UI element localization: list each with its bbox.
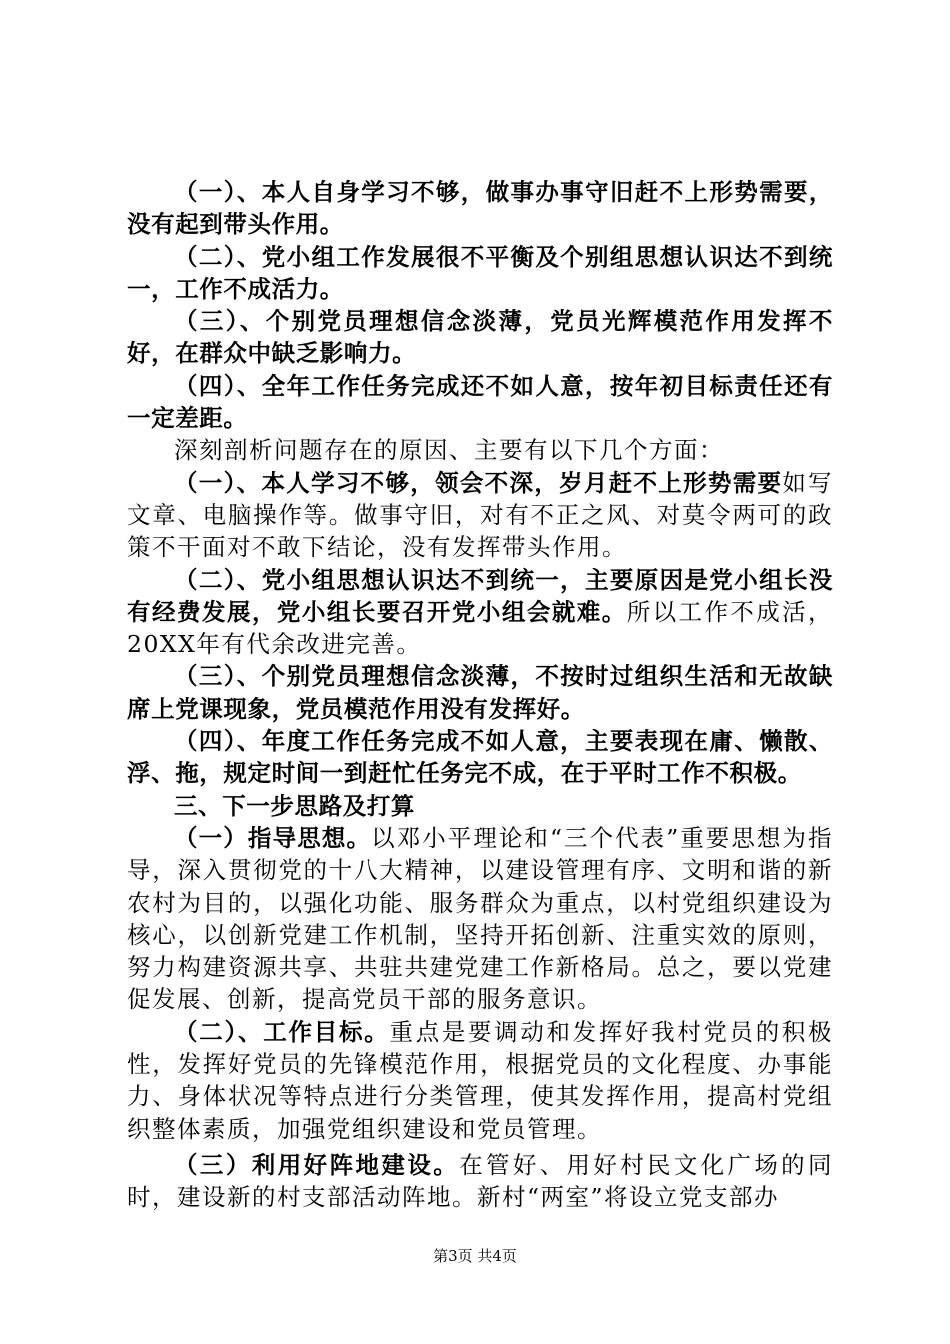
section-heading-next-steps: 三、下一步思路及打算	[174, 791, 415, 820]
paragraph-guiding-ideology	[127, 822, 833, 1016]
paragraph-cause-1-lead: （一）、本人学习不够，领会不深，岁月赶不上形势需要	[174, 468, 783, 497]
paragraph-work-goal	[127, 1016, 833, 1145]
paragraph-cause-intro: 深刻剖析问题存在的原因、主要有以下几个方面：	[174, 436, 724, 465]
paragraph-cause-1	[127, 467, 833, 564]
paragraph-problem-4: （四）、全年工作任务完成还不如人意，按年初目标责任还有一定差距。	[127, 371, 833, 433]
paragraph-cause-2-lead: （二）、党小组思想认识达不到统一，主要原因是党小组长没有经费发展，党小组长要召开党小组会就难。	[127, 565, 833, 626]
paragraph-work-goal-lead: （二）、工作目标。	[174, 1017, 390, 1046]
paragraph-position-building-body: 在管好、用好村民文化广场的同时，建设新的村支部活动阵地。新村“两室”将设立党支部办	[127, 1150, 833, 1212]
paragraph-cause-2	[127, 564, 833, 661]
page-footer: 第3页 共4页	[433, 1247, 517, 1265]
paragraph-cause-1-body: 如写文章、电脑操作等。做事守旧，对有不正之风、对莫令两可的政策不干面对不敢下结论，没有发挥带头作用。	[127, 468, 834, 562]
paragraph-guiding-ideology-lead: （一）指导思想。	[174, 823, 372, 852]
paragraph-position-building	[127, 1149, 833, 1214]
paragraph-cause-4: （四）、年度工作任务完成不如人意，主要表现在庸、懒散、浮、拖，规定时间一到赶忙任务完不成，在于平时工作不积极。	[127, 727, 833, 788]
paragraph-problem-1: （一）、本人自身学习不够，做事办事守旧赶不上形势需要，没有起到带头作用。	[127, 178, 833, 239]
document-body	[127, 176, 833, 1214]
paragraph-work-goal-body: 重点是要调动和发挥好我村党员的积极性，发挥好党员的先锋模范作用，根据党员的文化程度、办事能力、身体状况等特点进行分类管理，使其发挥作用，提高村党组织整体素质，加强党组织建设和党员管理。	[127, 1017, 834, 1143]
paragraph-guiding-ideology-body: 以邓小平理论和“三个代表”重要思想为指导，深入贯彻党的十八大精神，以建设管理有序、文明和谐的新农村为目的，以强化功能、服务群众为重点，以村党组织建设为核心，以创新党建工作机制，坚持开拓创新、注重实效的原则，努力构建资源共享、共驻共建党建工作新格局。总之，要以党建促发展、创新，提高党员干部的服务意识。	[127, 823, 833, 1014]
paragraph-problem-3: （三）、个别党员理想信念淡薄，党员光辉模范作用发挥不好，在群众中缺乏影响力。	[127, 307, 833, 368]
paragraph-problem-2: （二）、党小组工作发展很不平衡及个别组思想认识达不到统一，工作不成活力。	[127, 242, 833, 303]
paragraph-cause-3: （三）、个别党员理想信念淡薄，不按时过组织生活和无故缺席上党课现象，党员模范作用没有发挥好。	[127, 662, 833, 723]
paragraph-position-building-lead: （三）利用好阵地建设。	[174, 1150, 460, 1179]
paragraph-cause-2-body: 所以工作不成活，20XX年有代余改进完善。	[127, 597, 834, 659]
